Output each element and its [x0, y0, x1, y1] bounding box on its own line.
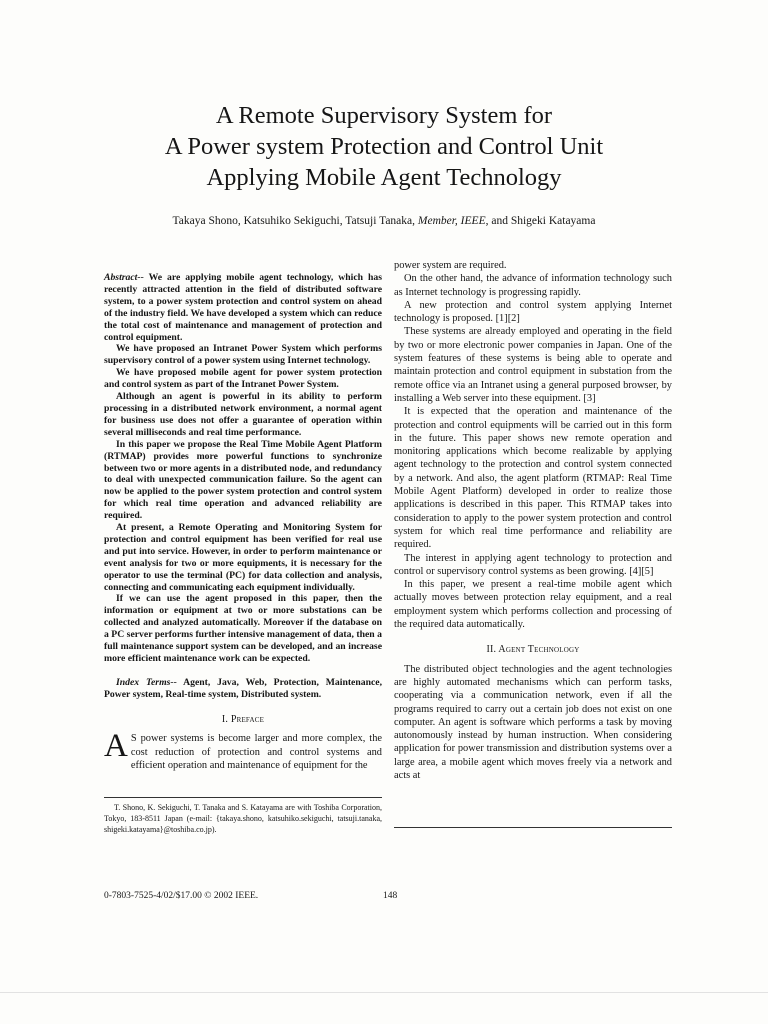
preface-paragraph: A S power systems is become larger and more complex, the cost reduction of protection and control systems and efficient operation and maintenance of equipment for the: [104, 728, 382, 771]
body-paragraph: power system are required.: [394, 260, 507, 271]
abstract-paragraph: At present, a Remote Operating and Monitoring System for protection and control equipment has been verified for real use and put into service. However, in order to perform maintenance or event analysis for two or more equipments, it is necessary for the operator to use the terminal (PC) for data collection and analysis, connecting and communicating each equipment individually.: [104, 522, 382, 593]
drop-cap: A: [104, 728, 128, 765]
body-paragraph: The interest in applying agent technology to protection and control or supervisory control systems as been growing. [4][5]: [394, 552, 672, 577]
author-membership: Member, IEEE: [417, 215, 486, 227]
page-number: 148: [383, 891, 398, 901]
author-list: [40, 215, 728, 227]
abstract-paragraph: Although an agent is powerful in its ability to perform processing in a distributed network environment, a normal agent for business use does not offer a guarantee of operation within several milliseconds and real time performance.: [104, 391, 382, 438]
right-column: [394, 259, 672, 782]
scan-edge: [0, 992, 768, 993]
body-paragraph: The distributed object technologies and the agent technologies are highly automated mechanisms which can perform tasks, cooperating via a communication network, even if all the programs required to carry out a certain job does not exist on one computer. An agent is software which performs a task by moving autonomously instead by human instruction. When considering application for power transmission and distribution systems over a large area, a mobile agent which moves freely via a network and acts at: [394, 663, 672, 781]
abstract-paragraph: We have proposed an Intranet Power System which performs supervisory control of a power system using Internet technology.: [104, 343, 382, 367]
body-paragraph: In this paper, we present a real-time mobile agent which actually moves between protection relay equipment, and a real employment system which performs collection and processing of the required data automatically.: [394, 579, 672, 631]
body-paragraph: A new protection and control system applying Internet technology is proposed. [1][2]: [394, 299, 672, 325]
right-column-divider: [394, 827, 672, 828]
index-terms-text: Agent, Java, Web, Protection, Maintenance, Power system, Real-time system, Distributed system.: [104, 676, 382, 700]
body-paragraph: These systems are already employed and operating in the field by two or more electronic power companies in Japan. One of the system features of these systems is being able to operate and maintain protection and control equipment in substation from the remote office via an Intranet using a general purposed browser, by installing a Web server into these equipment. [3]: [394, 326, 672, 404]
index-terms-lead: Index Terms--: [116, 676, 177, 688]
abstract-paragraph: We have proposed mobile agent for power system protection and control system as part of the Intranet Power System.: [104, 367, 382, 391]
body-paragraph: It is expected that the operation and maintenance of the protection and control equipments will be carried out in this form in the future. This paper shows new remote operation and monitoring applications which become realizable by applying agent technology to the protection and control system connected by a network. And also, the agent platform (RTMAP: Real Time Mobile Agent Platform) developed in order to realize those applications is described in this paper. This RTMAP takes into consideration to apply to the power system protection and control system for which real time performance and reliability are required.: [394, 406, 672, 551]
left-column: [104, 272, 382, 772]
footnote-divider: [104, 797, 382, 798]
abstract-paragraph: In this paper we propose the Real Time Mobile Agent Platform (RTMAP) provides more powerful functions to synchronize between two or more agents in a distributed node, and redundancy to deal with unexpected communication failure. So the agent can now be applied to the power system protection and control system for which real time operation and advanced reliability are required.: [104, 438, 382, 522]
title-line-3: Applying Mobile Agent Technology: [206, 164, 562, 191]
author-names: Takaya Shono, Katsuhiko Sekiguchi, Tatsuji Tanaka,: [172, 215, 418, 227]
section-heading-agent-technology: II. Agent Technology: [486, 644, 580, 656]
abstract-lead: Abstract--: [104, 272, 144, 283]
body-paragraph: On the other hand, the advance of information technology such as Internet technology is progressing rapidly.: [394, 273, 672, 298]
title-line-1: A Remote Supervisory System for: [215, 102, 553, 129]
abstract: [104, 272, 382, 665]
paper-title: [40, 100, 728, 193]
author-last: , and Shigeki Katayama: [485, 215, 596, 227]
section-heading-preface: I. Preface: [221, 713, 265, 725]
author-footnote: T. Shono, K. Sekiguchi, T. Tanaka and S. Katayama are with Toshiba Corporation, Tokyo, 183-8511 Japan (e-mail: {takaya.shono, katsuhiko.sekiguchi, tatsuji.tanaka, shigeki.katayama}@toshiba.co.jp).: [104, 803, 382, 834]
abstract-paragraph: If we can use the agent proposed in this paper, then the information or equipment at two or more substations can be collected and analyzed automatically. Moreover if the database on a PC server performs further intensive management of data, then a full maintenance support system can be developed, and an increase more efficient maintenance work can be expected.: [104, 593, 382, 664]
abstract-paragraph: Abstract-- We are applying mobile agent technology, which has recently attracted attention in the field of distributed software system, to a power system protection and control system on ahead of the industry field. We have developed a system which can reduce the total cost of maintenance and management of protection and control equipment.: [104, 272, 382, 343]
copyright-footer: 0-7803-7525-4/02/$17.00 © 2002 IEEE.: [104, 891, 259, 901]
index-terms: [104, 677, 382, 701]
title-line-2: A Power system Protection and Control Unit: [164, 133, 604, 160]
